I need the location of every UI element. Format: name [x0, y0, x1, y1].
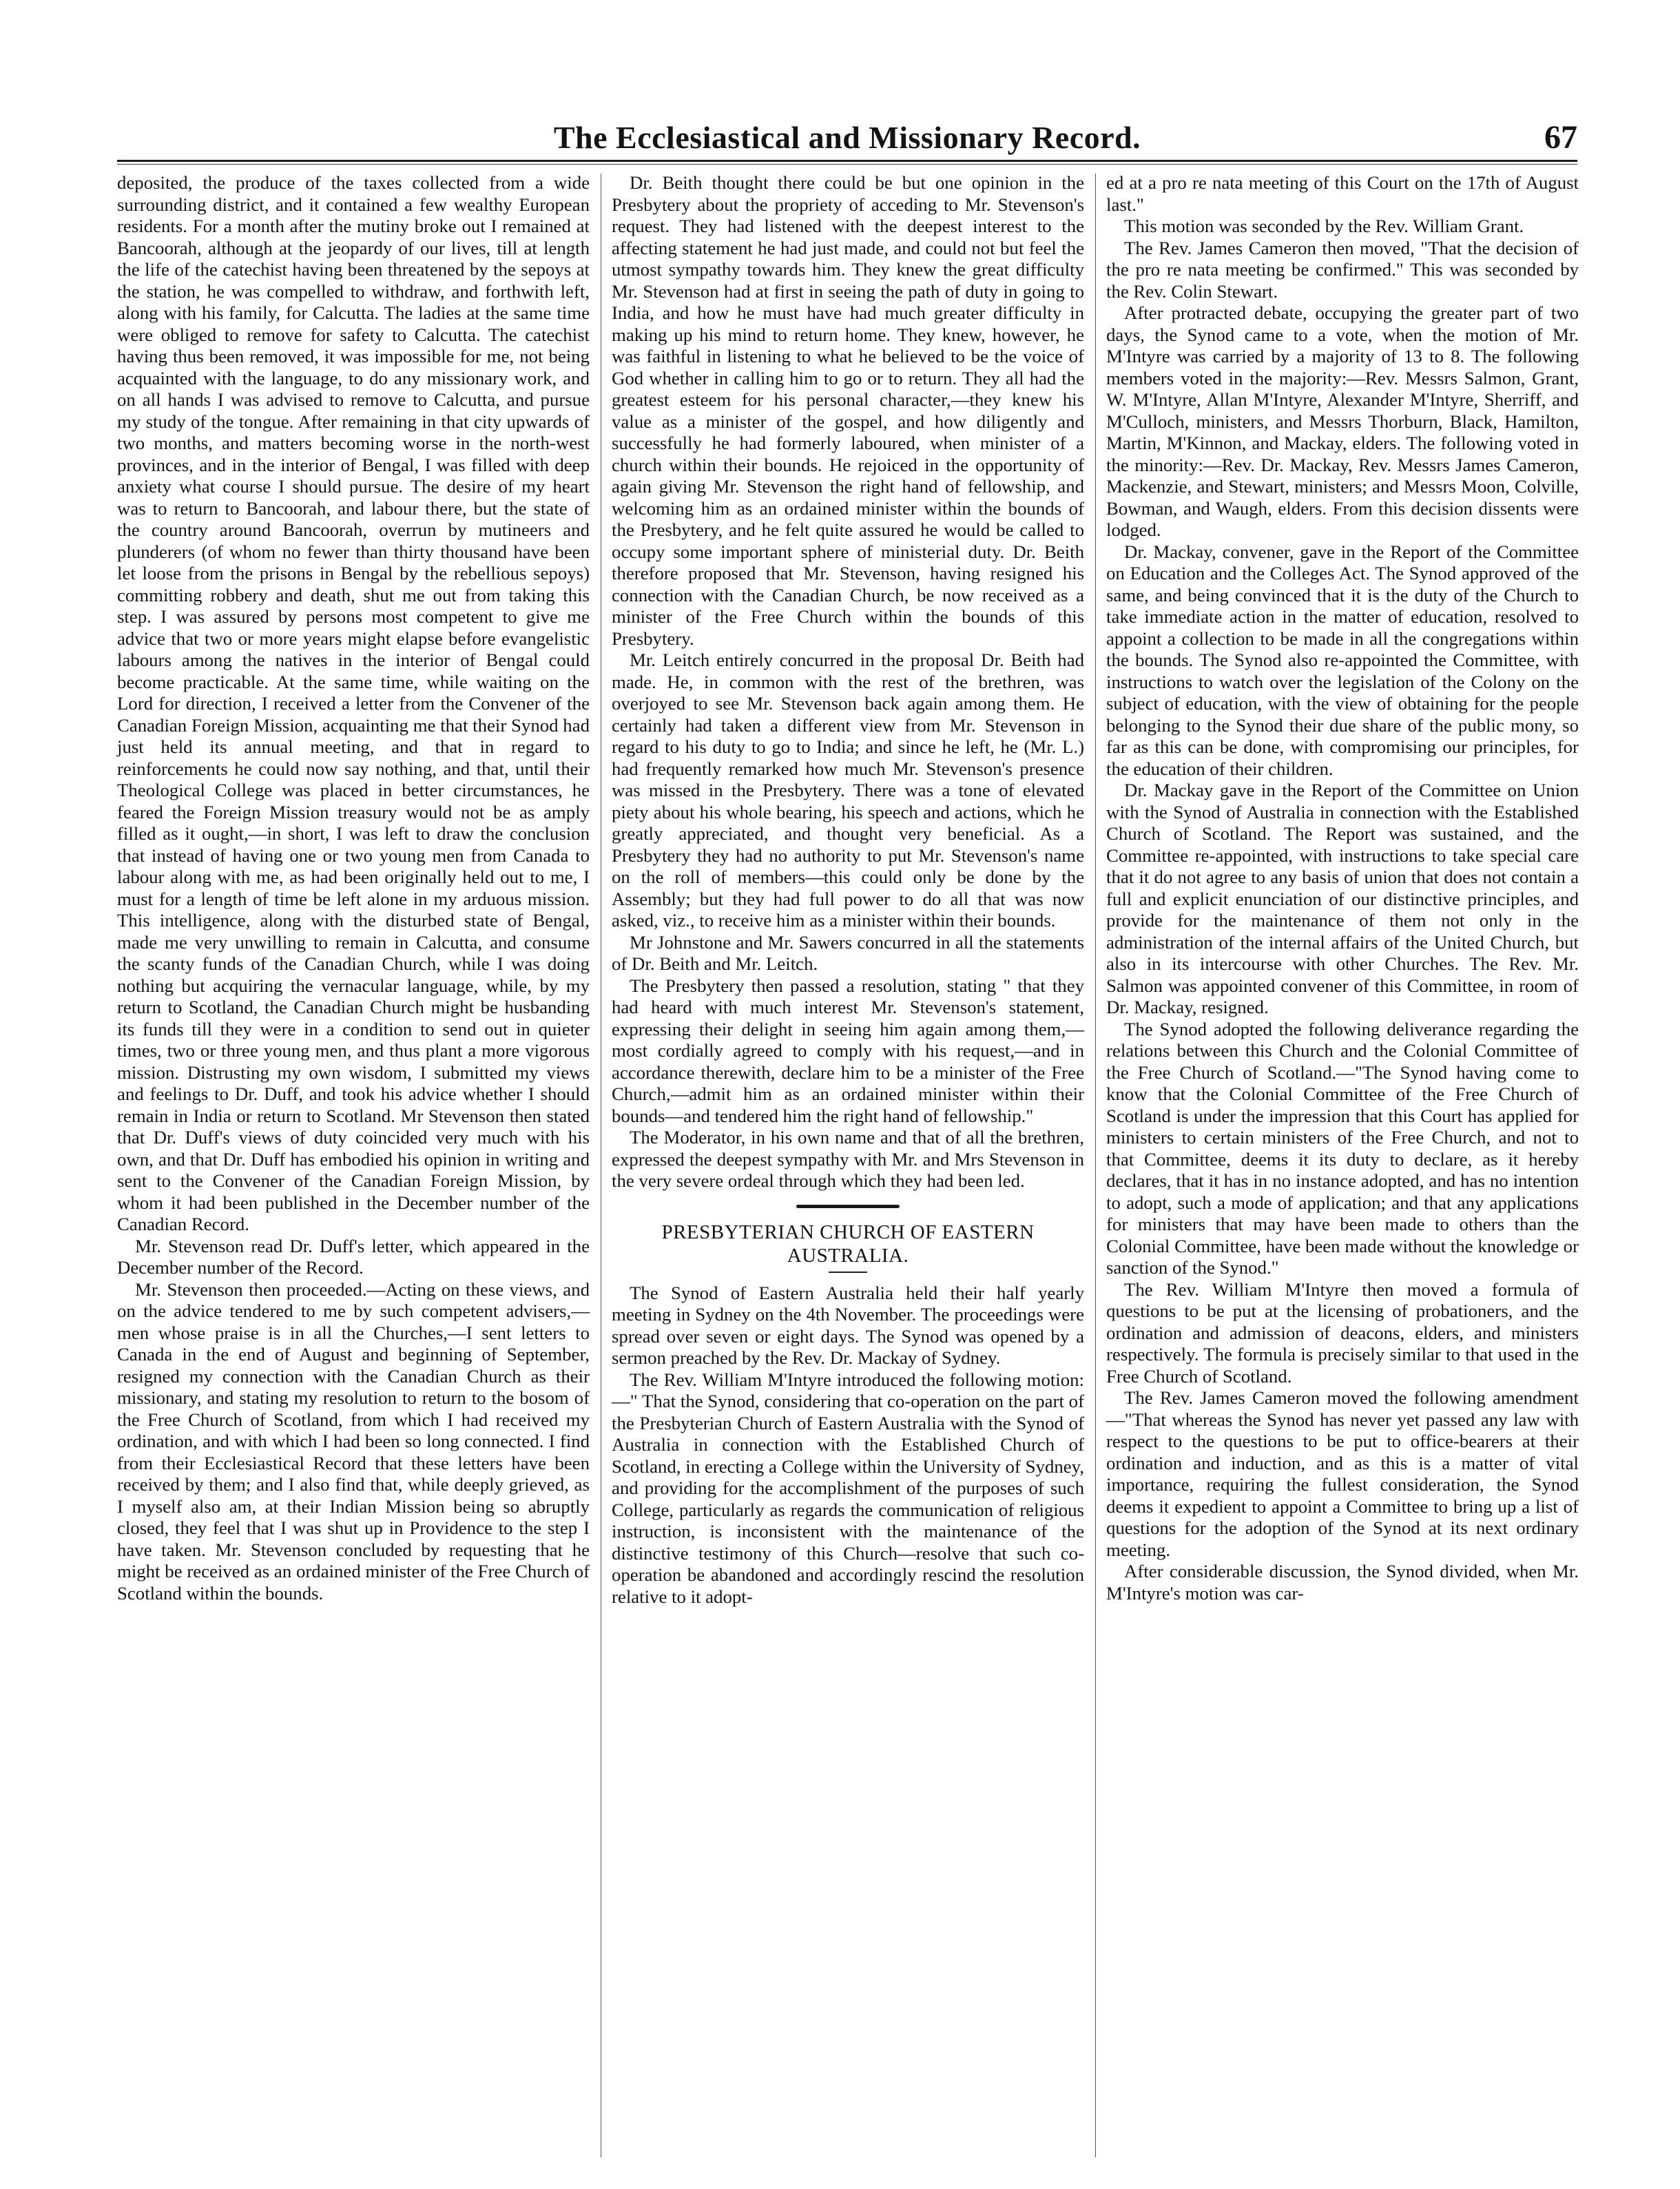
column-1 — [117, 172, 590, 1604]
paragraph: ed at a pro re nata meeting of this Court on the 17th of August last." — [1106, 172, 1579, 215]
heading-underline — [829, 1272, 867, 1273]
paragraph: After considerable discussion, the Synod divided, when Mr. M'Intyre's motion was car- — [1106, 1561, 1579, 1604]
publication-title: The Ecclesiastical and Missionary Record. — [553, 120, 1141, 155]
page-header — [117, 118, 1577, 161]
paragraph: The Rev. William M'Intyre then moved a formula of questions to be put at the licensing of probationers, and the ordination and admission of deacons, elders, and ministers respectively. The formula is precisely similar to that used in the Free Church of Scotland. — [1106, 1278, 1579, 1387]
page-number: 67 — [1544, 119, 1577, 156]
paragraph: Mr. Stevenson then proceeded.—Acting on these views, and on the advice tendered to me by such competent advisers,—men whose praise is in all the Churches,—I sent letters to Canada in the end of August and beginning of September, resigned my connection with the Canadian Church as their missionary, and stating my resolution to return to the bosom of the Free Church of Scotland, from which I had received my ordination, and with which I had been so long connected. I find from their Ecclesiastical Record that these letters have been received by them; and I also find that, while deeply grieved, as I myself also am, at their Indian Mission being so abruptly closed, they feel that I was shut up in Providence to the step I have taken. Mr. Stevenson concluded by requesting that he might be received as an ordained minister of the Free Church of Scotland within the bounds. — [117, 1278, 590, 1604]
header-rule-thin — [117, 164, 1577, 165]
paragraph: The Moderator, in his own name and that of all the brethren, expressed the deepest sympathy with Mr. and Mrs Stevenson in the very severe ordeal through which they had been led. — [612, 1127, 1084, 1191]
paragraph: The Rev. James Cameron moved the following amendment —"That whereas the Synod has never yet passed any law with respect to the questions to be put to office-bearers at their ordination and induction, and as this is a matter of vital importance, requiring the fullest consideration, the Synod deems it expedient to appoint a Committee to bring up a list of questions for the adoption of the Synod at its next ordinary meeting. — [1106, 1387, 1579, 1560]
paragraph: This motion was seconded by the Rev. William Grant. — [1124, 216, 1524, 236]
paragraph: deposited, the produce of the taxes collected from a wide surrounding district, and it contained a few wealthy European residents. For a month after the mutiny broke out I remained at Bancoorah, although at the jeopardy of our lives, till at length the life of the catechist having been threatened by the sepoys at the station, he was compelled to withdraw, and forthwith left, along with his family, for Calcutta. The ladies at the same time were obliged to remove for safety to Calcutta. The catechist having thus been removed, it was impossible for me, not being acquainted with the language, to do any missionary work, and on all hands I was advised to remove to Calcutta, and pursue my study of the tongue. After remaining in that city upwards of two months, and matters becoming worse in the north-west provinces, and in the interior of Bengal, I was filled with deep anxiety what course I should pursue. The desire of my heart was to return to Bancoorah, and labour there, but the state of the country around Bancoorah, overrun by mutineers and plunderers (of whom no fewer than thirty thousand have been let loose from the prisons in Bengal by the rebellious sepoys) committing robbery and death, shut me out from taking this step. I was assured by persons most competent to give me advice that two or more years might elapse before evangelistic labours among the natives in the interior of Bengal could become practicable. At the same time, while waiting on the Lord for direction, I received a letter from the Convener of the Canadian Foreign Mission, acquainting me that their Synod had just held its annual meeting, and that in regard to reinforcements he could now say nothing, and that, until their Theological College was placed in better circumstances, he feared the Foreign Mission treasury would not be as amply filled as it ought,—in short, I was left to draw the conclusion that instead of having one or two young men from Canada to labour along with me, as had been originally held out to me, I must for a length of time be left alone in my arduous mission. This intelligence, along with the disturbed state of Bengal, made me very unwilling to remain in Calcutta, and consume the scanty funds of the Canadian Church, while I was doing nothing but acquiring the vernacular language, while, by my return to Scotland, the Canadian Church might be husbanding its funds till they were in a condition to send out in quieter times, two or three young men, and thus plant a more vigorous mission. Distrusting my own wisdom, I submitted my views and feelings to Dr. Duff, and took his advice whether I should remain in India or return to Scotland. Mr Stevenson then stated that Dr. Duff's views of duty coincided very much with his own, and that Dr. Duff has embodied his opinion in writing and sent to the Convener of the Canadian Foreign Mission, by whom it had been published in the December number of the Canadian Record. — [117, 172, 590, 1234]
paragraph: Dr. Mackay gave in the Report of the Committee on Union with the Synod of Australia in connection with the Established Church of Scotland. The Report was sustained, and the Committee re-appointed, with instructions to take special care that it do not agree to any basis of union that does not contain a full and explicit enunciation of our distinctive principles, and provide for the maintenance of them not only in the administration of the internal affairs of the United Church, but also in its intercourse with other Churches. The Rev. Mr. Salmon was appointed convener of this Committee, in room of Dr. Mackay, resigned. — [1106, 780, 1579, 1017]
paragraph: Mr. Leitch entirely concurred in the proposal Dr. Beith had made. He, in common with the rest of the brethren, was overjoyed to see Mr. Stevenson back again among them. He certainly had taken a different view from Mr. Stevenson in regard to his duty to go to India; and since he left, he (Mr. L.) had frequently remarked how much Mr. Stevenson's presence was missed in the Presbytery. There was a tone of elevated piety about his whole bearing, his speech and actions, which he greatly appreciated, and thought very beneficial. As a Presbytery they had no authority to put Mr. Stevenson's name on the roll of members—this could only be done by the Assembly; but they had full power to do all that was now asked, viz., to receive him as a minister within their bounds. — [612, 650, 1084, 931]
section-divider — [796, 1205, 900, 1208]
paragraph: The Synod of Eastern Australia held their half yearly meeting in Sydney on the 4th November. The proceedings were spread over seven or eight days. The Synod was opened by a sermon preached by the Rev. Dr. Mackay of Sydney. — [612, 1282, 1084, 1368]
column-3 — [1106, 172, 1579, 1604]
section-heading: PRESBYTERIAN CHURCH OF EASTERN AUSTRALIA. — [661, 1221, 1035, 1267]
paragraph: Dr. Mackay, convener, gave in the Report of the Committee on Education and the Colleges Act. The Synod approved of the same, and being convinced that it is the duty of the Church to take immediate action in the matter of education, resolved to appoint a collection to be made in all the congregations within the bounds. The Synod also re-appointed the Committee, with instructions to watch over the legislation of the Colony on the subject of education, with the view of obtaining for the people belonging to the Synod their due share of the public mony, so far as this can be done, with compromising our principles, for the education of their children. — [1106, 541, 1579, 779]
paragraph: Mr Johnstone and Mr. Sawers concurred in all the statements of Dr. Beith and Mr. Leitch. — [612, 931, 1084, 974]
column-2 — [612, 172, 1084, 1608]
paragraph: The Synod adopted the following deliverance regarding the relations between this Church and the Colonial Committee of the Free Church of Scotland.—"The Synod having come to know that the Colonial Committee of the Free Church of Scotland is under the impression that this Court has applied for ministers to certain ministers of the Free Church, and not to that Committee, deems it its duty to declare, as it hereby declares, that it has in no instance adopted, and has no intention to adopt, such a mode of application; and that any applications for ministers that may have been made to others than the Colonial Committee, have been made without the knowledge or sanction of the Synod." — [1106, 1018, 1579, 1278]
paragraph: The Rev. William M'Intyre introduced the following motion:—" That the Synod, considering that co-operation on the part of the Presbyterian Church of Eastern Australia with the Synod of Australia in connection with the Established Church of Scotland, in erecting a College within the University of Sydney, and providing for the accomplishment of the purposes of such College, particularly as regards the communication of religious instruction, is inconsistent with the maintenance of the distinctive testimony of this Church—resolve that such co-operation be abandoned and accordingly rescind the resolution relative to it adopt- — [612, 1369, 1084, 1607]
paragraph: After protracted debate, occupying the greater part of two days, the Synod came to a vote, when the motion of Mr. M'Intyre was carried by a majority of 13 to 8. The following members voted in the majority:—Rev. Messrs Salmon, Grant, W. M'Intyre, Allan M'Intyre, Alexander M'Intyre, Sherriff, and M'Culloch, ministers, and Messrs Thorburn, Black, Hamilton, Martin, M'Kinnon, and Mackay, elders. The following voted in the minority:—Rev. Dr. Mackay, Rev. Messrs James Cameron, Mackenzie, and Stewart, ministers; and Messrs Moon, Colville, Bowman, and Waugh, elders. From this decision dissents were lodged. — [1106, 302, 1579, 540]
paragraph: Mr. Stevenson read Dr. Duff's letter, which appeared in the December number of the Record. — [117, 1235, 590, 1278]
paragraph: The Presbytery then passed a resolution, stating " that they had heard with much interest Mr. Stevenson's statement, expressing their delight in seeing him again among them,—most cordially agreed to comply with his request,—and in accordance therewith, declare him to be a minister of the Free Church,—admit him as an ordained minister within their bounds—and tendered him the right hand of fellowship." — [612, 975, 1084, 1126]
column-divider — [1095, 174, 1096, 2157]
header-rule — [117, 160, 1577, 162]
paragraph: The Rev. James Cameron then moved, "That the decision of the pro re nata meeting be confirmed." This was seconded by the Rev. Colin Stewart. — [1106, 237, 1579, 302]
paragraph: Dr. Beith thought there could be but one opinion in the Presbytery about the propriety of acceding to Mr. Stevenson's request. They had listened with the deepest interest to the affecting statement he had just made, and could not but feel the utmost sympathy towards him. They knew the great difficulty Mr. Stevenson had at first in seeing the path of duty in going to India, and how he must have had much greater difficulty in making up his mind to return home. They knew, however, he was faithful in listening to what he believed to be the voice of God whether in calling him to go or to return. They all had the greatest esteem for his personal character,—they knew his value as a minister of the gospel, and how diligently and successfully he had formerly laboured, when minister of a church within their bounds. He rejoiced in the opportunity of again giving Mr. Stevenson the right hand of fellowship, and welcoming him as an ordained minister within the bounds of the Presbytery, and he felt quite assured he would be called to occupy some important sphere of ministerial duty. Dr. Beith therefore proposed that Mr. Stevenson, having resigned his connection with the Canadian Church, be now received as a minister of the Free Church within the bounds of this Presbytery. — [612, 172, 1084, 649]
